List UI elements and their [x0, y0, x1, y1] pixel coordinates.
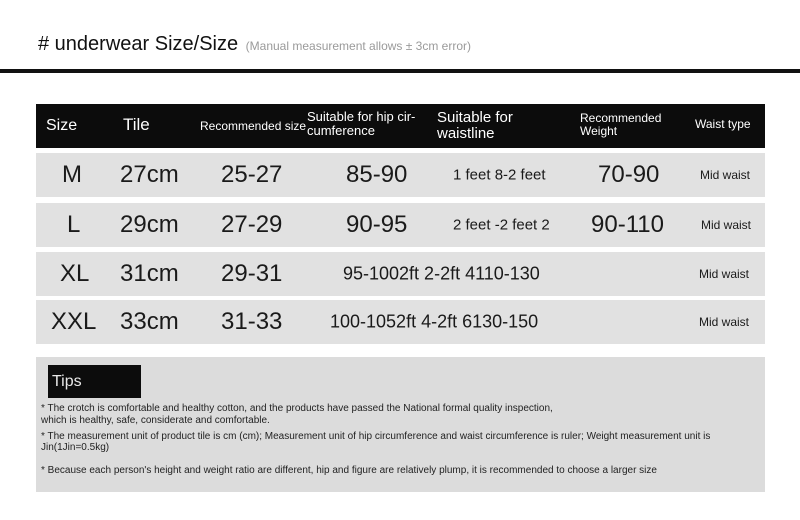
tips-panel — [36, 357, 765, 492]
cell-tile: 27cm — [120, 161, 179, 188]
tip-line: which is healthy, safe, considerate and comfortable. — [41, 415, 270, 426]
table-row — [36, 252, 765, 296]
header-hip: Suitable for hip cir-cumference — [307, 109, 416, 138]
cell-tile: 31cm — [120, 260, 179, 287]
table-row — [36, 153, 765, 197]
cell-hip-waist-weight: 100-1052ft 4-2ft 6130-150 — [330, 311, 539, 332]
table-row — [36, 203, 765, 247]
tip-line: * The crotch is comfortable and healthy cotton, and the products have passed the National formal quality inspection, — [41, 403, 553, 414]
header-waist-type: Waist type — [695, 117, 751, 131]
title-main: # underwear Size/Size — [38, 33, 239, 55]
tip-line: * The measurement unit of product tile is cm (cm); Measurement unit of hip circumference and waist circumference is ruler; Weight measurement unit is — [41, 431, 711, 442]
cell-recommended: 31-33 — [221, 308, 283, 335]
cell-weight: 90-110 — [591, 211, 664, 238]
cell-size: L — [67, 211, 81, 238]
header-recommended-size: Recommended size — [200, 119, 307, 133]
cell-waist-type: Mid waist — [699, 315, 750, 329]
title-divider — [0, 69, 800, 73]
table-row — [36, 300, 765, 344]
cell-size: XXL — [51, 308, 97, 335]
cell-hip-waist-weight: 95-1002ft 2-2ft 4110-130 — [343, 263, 540, 284]
cell-size: XL — [60, 260, 90, 287]
cell-waistline: 1 feet 8-2 feet — [453, 166, 546, 184]
cell-recommended: 27-29 — [221, 211, 283, 238]
tip-line: Jin(1Jin=0.5kg) — [41, 442, 110, 453]
page-title — [38, 33, 471, 56]
cell-hip: 85-90 — [346, 161, 408, 188]
cell-size: M — [62, 161, 82, 188]
header-weight: Recommended Weight — [580, 111, 662, 138]
cell-recommended: 29-31 — [221, 260, 283, 287]
tips-label: Tips — [48, 365, 141, 398]
cell-recommended: 25-27 — [221, 161, 283, 188]
cell-tile: 33cm — [120, 308, 179, 335]
header-size: Size — [46, 117, 78, 134]
header-tile: Tile — [123, 115, 150, 134]
cell-tile: 29cm — [120, 211, 179, 238]
cell-waist-type: Mid waist — [700, 168, 751, 182]
title-note: (Manual measurement allows ± 3cm error) — [245, 39, 471, 53]
tip-line: * Because each person's height and weight ratio are different, hip and figure are relatively plump, it is recommended to choose a larger size — [41, 465, 657, 476]
cell-waist-type: Mid waist — [701, 218, 752, 232]
header-waistline: Suitable for waistline — [437, 109, 513, 142]
cell-weight: 70-90 — [598, 161, 660, 188]
cell-waistline: 2 feet -2 feet 2 — [453, 216, 550, 234]
cell-waist-type: Mid waist — [699, 267, 750, 281]
size-table-header — [36, 104, 765, 148]
cell-hip: 90-95 — [346, 211, 408, 238]
